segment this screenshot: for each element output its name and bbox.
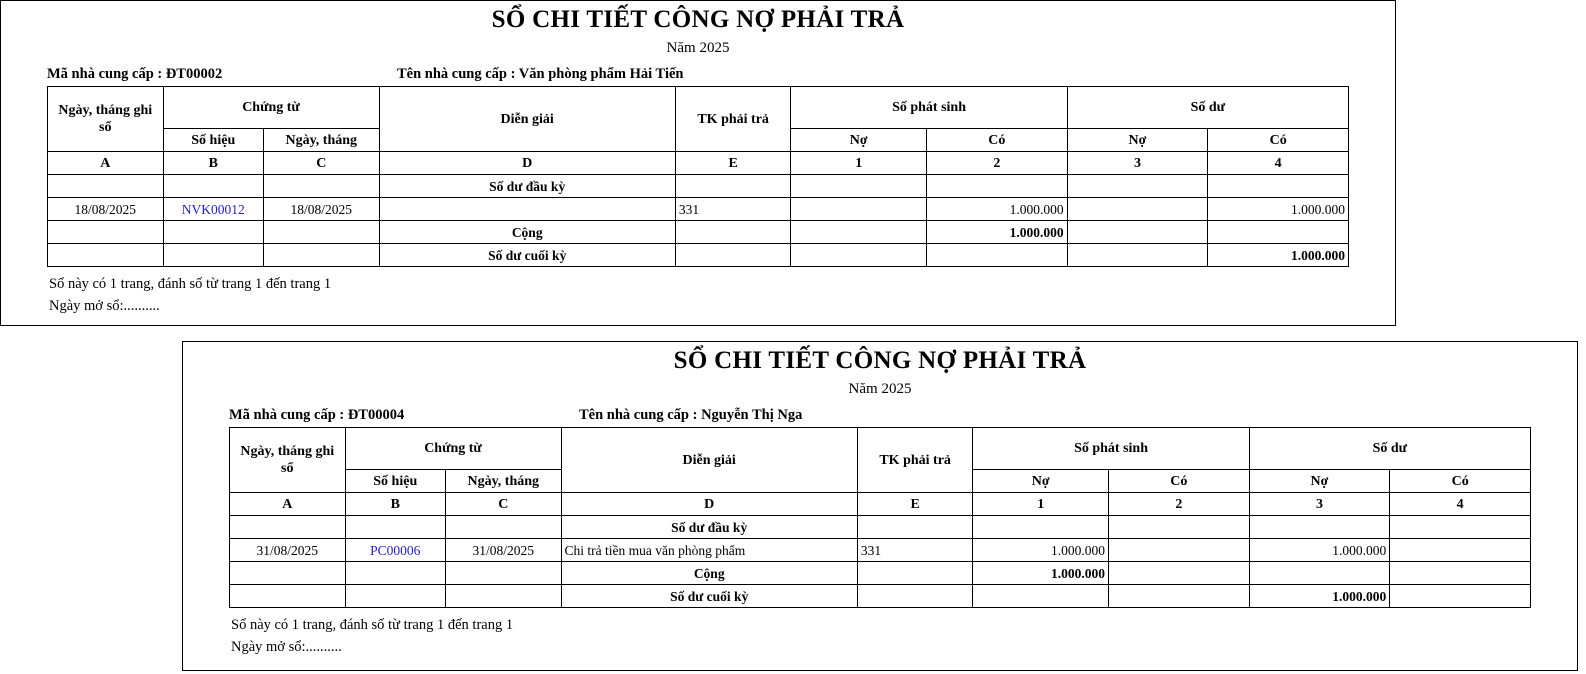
table-row-closing (48, 244, 1349, 267)
column-code-2: 2 (1109, 493, 1250, 516)
cell-description (379, 198, 675, 221)
supplier-meta (47, 65, 1349, 83)
cell-description: Số dư cuối kỳ (379, 244, 675, 267)
header-description: Diễn giải (561, 428, 857, 493)
cell-balance-debit (1249, 562, 1390, 585)
cell-balance-credit (1390, 562, 1531, 585)
header-arising-debit: Nợ (973, 470, 1109, 493)
header-voucher: Chứng từ (163, 87, 379, 129)
header-balance: Số dư (1249, 428, 1530, 470)
column-code-1: 1 (973, 493, 1109, 516)
column-code-c: C (263, 152, 379, 175)
column-code-b: B (345, 493, 445, 516)
table-row-closing (230, 585, 1531, 608)
cell-date-recorded: 18/08/2025 (48, 198, 164, 221)
report-page-2 (182, 341, 1578, 671)
column-code-3: 3 (1067, 152, 1208, 175)
cell-arising-debit (973, 585, 1109, 608)
table-row (48, 175, 1349, 198)
column-code-d: D (561, 493, 857, 516)
header-balance-debit: Nợ (1067, 129, 1208, 152)
cell-account: 331 (675, 198, 791, 221)
cell-balance-credit (1208, 221, 1349, 244)
cell-balance-debit (1067, 198, 1208, 221)
column-code-c: C (445, 493, 561, 516)
column-code-row (48, 152, 1349, 175)
table-row-total (48, 221, 1349, 244)
cell-balance-debit (1249, 516, 1390, 539)
column-code-2: 2 (927, 152, 1068, 175)
supplier-name: Tên nhà cung cấp : Nguyễn Thị Nga (579, 407, 803, 423)
table-header (48, 87, 1349, 175)
cell-balance-debit (1067, 244, 1208, 267)
cell-balance-credit (1390, 516, 1531, 539)
cell-arising-debit: 1.000.000 (973, 562, 1109, 585)
cell-arising-credit (927, 175, 1068, 198)
cell-balance-credit (1390, 585, 1531, 608)
table-header (230, 428, 1531, 516)
cell-arising-credit: 1.000.000 (927, 198, 1068, 221)
cell-account (675, 221, 791, 244)
header-voucher: Chứng từ (345, 428, 561, 470)
cell-arising-debit (791, 198, 927, 221)
ledger-table (47, 86, 1349, 267)
cell-voucher-date (445, 516, 561, 539)
cell-account: 331 (857, 539, 973, 562)
header-voucher-no: Số hiệu (163, 129, 263, 152)
table-row-total (230, 562, 1531, 585)
cell-arising-credit (1109, 516, 1250, 539)
cell-arising-credit (1109, 539, 1250, 562)
table-row (48, 198, 1349, 221)
supplier-meta (229, 406, 1531, 424)
table-body (48, 175, 1349, 267)
header-description: Diễn giải (379, 87, 675, 152)
column-code-b: B (163, 152, 263, 175)
cell-account (675, 244, 791, 267)
cell-arising-credit (1109, 585, 1250, 608)
cell-account (857, 516, 973, 539)
cell-voucher-date: 31/08/2025 (445, 539, 561, 562)
header-arising-credit: Có (1109, 470, 1250, 493)
header-account: TK phải trả (857, 428, 973, 493)
table-row (230, 516, 1531, 539)
cell-voucher-no (345, 585, 445, 608)
header-voucher-date: Ngày, tháng (445, 470, 561, 493)
footnotes (229, 614, 1531, 658)
column-code-1: 1 (791, 152, 927, 175)
header-arising: Số phát sinh (973, 428, 1249, 470)
cell-date-recorded: 31/08/2025 (230, 539, 346, 562)
cell-arising-credit: 1.000.000 (927, 221, 1068, 244)
cell-arising-debit: 1.000.000 (973, 539, 1109, 562)
table-row (230, 539, 1531, 562)
footnote-open-date: Ngày mở sổ:.......... (231, 639, 342, 655)
cell-date-recorded (230, 516, 346, 539)
cell-arising-debit (791, 175, 927, 198)
cell-voucher-no (163, 244, 263, 267)
footnotes (47, 273, 1349, 317)
footnote-pages: Sổ này có 1 trang, đánh số từ trang 1 đến trang 1 (231, 617, 514, 633)
cell-arising-debit (791, 244, 927, 267)
column-code-3: 3 (1249, 493, 1390, 516)
page-title: SỔ CHI TIẾT CÔNG NỢ PHẢI TRẢ (673, 347, 1087, 374)
cell-voucher-no (163, 175, 263, 198)
cell-balance-credit (1208, 175, 1349, 198)
cell-arising-credit (927, 244, 1068, 267)
report-page-1 (0, 0, 1396, 326)
cell-arising-debit (791, 221, 927, 244)
column-code-a: A (230, 493, 346, 516)
cell-arising-credit (1109, 562, 1250, 585)
header-arising-debit: Nợ (791, 129, 927, 152)
column-code-4: 4 (1390, 493, 1531, 516)
cell-voucher-date (445, 562, 561, 585)
header-date-recorded: Ngày, tháng ghi sổ (48, 87, 164, 152)
column-code-a: A (48, 152, 164, 175)
cell-date-recorded (48, 244, 164, 267)
cell-account (857, 562, 973, 585)
header-voucher-date: Ngày, tháng (263, 129, 379, 152)
cell-balance-credit: 1.000.000 (1208, 198, 1349, 221)
ledger-table (229, 427, 1531, 608)
header-balance-debit: Nợ (1249, 470, 1390, 493)
column-code-d: D (379, 152, 675, 175)
cell-description: Cộng (561, 562, 857, 585)
header-arising: Số phát sinh (791, 87, 1067, 129)
cell-description: Số dư đầu kỳ (561, 516, 857, 539)
supplier-code: Mã nhà cung cấp : ĐT00004 (229, 407, 405, 423)
header-balance-credit: Có (1390, 470, 1531, 493)
cell-balance-credit (1390, 539, 1531, 562)
cell-date-recorded (230, 585, 346, 608)
column-code-e: E (857, 493, 973, 516)
header-date-recorded: Ngày, tháng ghi sổ (230, 428, 346, 493)
voucher-link[interactable]: NVK00012 (163, 198, 263, 221)
cell-description: Số dư đầu kỳ (379, 175, 675, 198)
table-body (230, 516, 1531, 608)
cell-voucher-no (163, 221, 263, 244)
cell-date-recorded (230, 562, 346, 585)
cell-voucher-date (263, 221, 379, 244)
page-title: SỔ CHI TIẾT CÔNG NỢ PHẢI TRẢ (491, 6, 905, 33)
header-voucher-no: Số hiệu (345, 470, 445, 493)
column-code-row (230, 493, 1531, 516)
footnote-open-date: Ngày mở sổ:.......... (49, 298, 160, 314)
header-account: TK phải trả (675, 87, 791, 152)
cell-balance-debit: 1.000.000 (1249, 585, 1390, 608)
cell-arising-debit (973, 516, 1109, 539)
cell-balance-debit (1067, 175, 1208, 198)
header-balance-credit: Có (1208, 129, 1349, 152)
footnote-pages: Sổ này có 1 trang, đánh số từ trang 1 đến trang 1 (49, 276, 332, 292)
column-code-4: 4 (1208, 152, 1349, 175)
supplier-name: Tên nhà cung cấp : Văn phòng phẩm Hải Tiến (397, 66, 684, 82)
cell-account (857, 585, 973, 608)
cell-date-recorded (48, 221, 164, 244)
cell-voucher-date (445, 585, 561, 608)
cell-voucher-date (263, 244, 379, 267)
cell-description: Chi trả tiền mua văn phòng phẩm (561, 539, 857, 562)
cell-description: Số dư cuối kỳ (561, 585, 857, 608)
cell-date-recorded (48, 175, 164, 198)
header-arising-credit: Có (927, 129, 1068, 152)
column-code-e: E (675, 152, 791, 175)
header-balance: Số dư (1067, 87, 1348, 129)
cell-voucher-no (345, 516, 445, 539)
voucher-link[interactable]: PC00006 (345, 539, 445, 562)
cell-description: Cộng (379, 221, 675, 244)
report-year: Năm 2025 (666, 40, 730, 56)
cell-balance-debit (1067, 221, 1208, 244)
supplier-code: Mã nhà cung cấp : ĐT00002 (47, 66, 223, 82)
cell-voucher-date: 18/08/2025 (263, 198, 379, 221)
cell-account (675, 175, 791, 198)
report-year: Năm 2025 (848, 381, 912, 397)
cell-voucher-date (263, 175, 379, 198)
cell-balance-credit: 1.000.000 (1208, 244, 1349, 267)
cell-balance-debit: 1.000.000 (1249, 539, 1390, 562)
cell-voucher-no (345, 562, 445, 585)
